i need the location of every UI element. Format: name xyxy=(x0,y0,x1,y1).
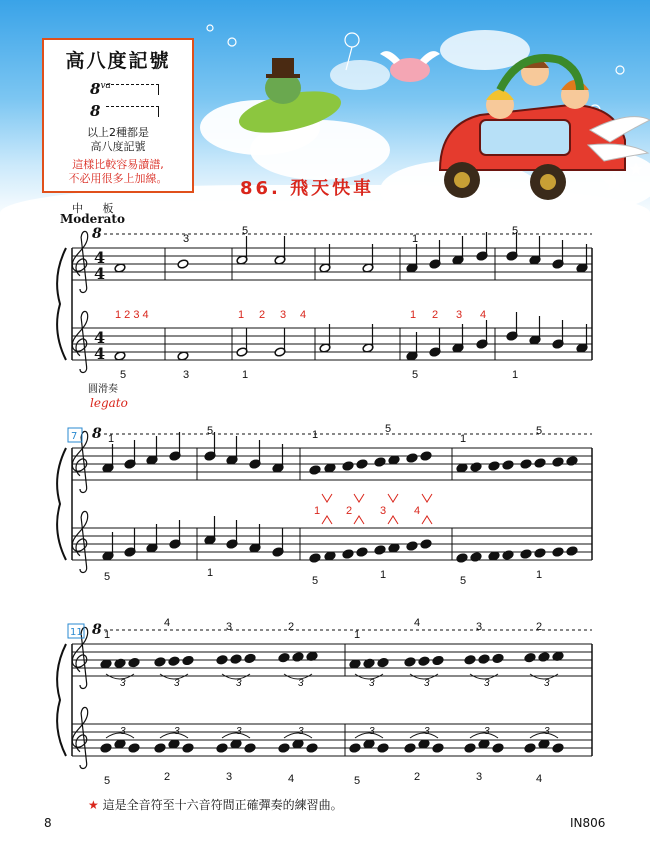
triplet-note xyxy=(216,655,228,665)
time-signature-top: 4 xyxy=(94,248,106,267)
triplet-note xyxy=(182,655,194,665)
triplet-note xyxy=(100,743,112,753)
eighth-note xyxy=(309,465,321,475)
octave-sign-heading: 高八度記號 xyxy=(65,50,171,72)
treble-clef xyxy=(72,707,87,768)
legato-marking: legato xyxy=(90,396,128,410)
eighth-note xyxy=(406,541,418,551)
tempo-marking: Moderato xyxy=(60,212,125,226)
eighth-note xyxy=(534,458,546,468)
count-label: 1 2 3 4 xyxy=(115,309,149,321)
time-signature-bottom: 4 xyxy=(94,264,106,283)
eighth-note xyxy=(309,553,321,563)
fingering: 5 xyxy=(120,369,127,381)
triplet-note xyxy=(349,743,361,753)
eighth-note xyxy=(356,459,368,469)
legato-chinese: 圓滑奏 xyxy=(88,384,118,395)
whole-note xyxy=(177,259,189,269)
count-mark xyxy=(322,494,332,524)
count-label: 1 xyxy=(238,309,245,321)
count-label: 2 xyxy=(259,309,266,321)
fingering: 5 xyxy=(207,425,214,437)
count-label: 2 xyxy=(346,505,353,517)
book-code: IN806 xyxy=(570,816,606,830)
triplet-note xyxy=(377,658,389,668)
octave-bracket-1 xyxy=(106,84,159,95)
eighth-note xyxy=(470,462,482,472)
octave-mark: 8 xyxy=(92,226,102,242)
triplet-number: 3 xyxy=(236,678,242,689)
triplet-number: 3 xyxy=(174,726,180,737)
count-label: 4 xyxy=(414,505,421,517)
triplet-note xyxy=(306,743,318,753)
eighth-note xyxy=(342,549,354,559)
eighth-note xyxy=(406,453,418,463)
triplet-note xyxy=(404,657,416,667)
count-label: 4 xyxy=(300,309,307,321)
fingering: 1 xyxy=(312,429,319,441)
octave-sign-8va: $8^{va}$ xyxy=(90,80,111,98)
fingering: 5 xyxy=(242,225,249,237)
triplet-number: 3 xyxy=(369,726,375,737)
triplet-number: 3 xyxy=(174,678,180,689)
fingering: 1 xyxy=(104,629,111,641)
fingering: 1 xyxy=(536,569,543,581)
fingering: 1 xyxy=(242,369,249,381)
fingering: 4 xyxy=(164,617,171,629)
octave-sign-info-box xyxy=(42,38,194,193)
fingering: 1 xyxy=(354,629,361,641)
page-number: 8 xyxy=(44,816,52,830)
triplet-note xyxy=(552,743,564,753)
fingering: 1 xyxy=(108,433,115,445)
fingering: 5 xyxy=(312,575,319,587)
count-mark xyxy=(388,494,398,524)
count-label: 2 xyxy=(432,309,439,321)
count-label: 4 xyxy=(480,309,487,321)
triplet-note xyxy=(128,743,140,753)
eighth-note xyxy=(552,457,564,467)
eighth-note xyxy=(520,549,532,559)
piece-title: 86. 飛天快車 xyxy=(240,178,375,199)
triplet-note xyxy=(278,653,290,663)
eighth-note xyxy=(420,451,432,461)
fingering: 3 xyxy=(183,369,190,381)
fingering: 1 xyxy=(380,569,387,581)
fingering: 2 xyxy=(414,771,421,783)
triplet-note xyxy=(216,743,228,753)
triplet-note xyxy=(478,654,490,664)
treble-clef xyxy=(72,231,87,292)
measure-number-7: 7 xyxy=(71,431,78,442)
eighth-note xyxy=(374,457,386,467)
eighth-note xyxy=(502,550,514,560)
fingering: 3 xyxy=(226,621,233,633)
triplet-note xyxy=(230,654,242,664)
fingering: 4 xyxy=(536,773,543,785)
triplet-note xyxy=(278,743,290,753)
triplet-number: 3 xyxy=(298,726,304,737)
fingering: 3 xyxy=(226,771,233,783)
eighth-note xyxy=(552,547,564,557)
fingering: 3 xyxy=(183,233,190,245)
triplet-number: 3 xyxy=(120,726,126,737)
fingering: 2 xyxy=(536,621,543,633)
triplet-note xyxy=(524,653,536,663)
count-mark xyxy=(354,494,364,524)
fingering: 3 xyxy=(476,771,483,783)
fingering: 5 xyxy=(385,423,392,435)
triplet-note xyxy=(492,653,504,663)
triplet-note xyxy=(492,743,504,753)
fingering: 4 xyxy=(414,617,421,629)
eighth-note xyxy=(470,552,482,562)
triplet-number: 3 xyxy=(369,678,375,689)
triplet-number: 3 xyxy=(544,726,550,737)
eighth-note xyxy=(456,553,468,563)
fingering: 5 xyxy=(412,369,419,381)
time-signature-top: 4 xyxy=(94,328,106,347)
eighth-note xyxy=(374,545,386,555)
octave-sign-8: 8 xyxy=(90,102,101,120)
treble-clef xyxy=(72,311,87,372)
count-mark xyxy=(422,494,432,524)
eighth-note xyxy=(420,539,432,549)
time-signature-bottom: 4 xyxy=(94,344,106,363)
triplet-note xyxy=(464,655,476,665)
system-brace xyxy=(57,644,66,756)
triplet-note xyxy=(432,743,444,753)
triplet-note xyxy=(244,653,256,663)
fingering: 1 xyxy=(512,369,519,381)
fingering: 1 xyxy=(207,567,214,579)
triplet-note xyxy=(128,658,140,668)
triplet-number: 3 xyxy=(120,678,126,689)
triplet-note xyxy=(464,743,476,753)
fingering: 5 xyxy=(460,575,467,587)
triplet-note xyxy=(182,743,194,753)
triplet-note xyxy=(377,743,389,753)
fingering: 5 xyxy=(512,225,519,237)
eighth-note xyxy=(534,548,546,558)
system-brace xyxy=(57,248,66,360)
count-label: 3 xyxy=(280,309,287,321)
eighth-note xyxy=(502,460,514,470)
triplet-number: 3 xyxy=(484,726,490,737)
triplet-note xyxy=(168,656,180,666)
octave-tip: 這樣比較容易讀譜, 不必用很多上加線。 xyxy=(68,158,168,185)
footer-note: ★ 這是全音符至十六音符間正確彈奏的練習曲。 xyxy=(88,798,343,812)
fingering: 4 xyxy=(288,773,295,785)
fingering: 1 xyxy=(412,233,419,245)
triplet-note xyxy=(538,652,550,662)
triplet-note xyxy=(432,655,444,665)
fingering: 5 xyxy=(104,775,111,787)
fingering: 3 xyxy=(476,621,483,633)
count-label: 3 xyxy=(456,309,463,321)
triplet-note xyxy=(404,743,416,753)
count-label: 1 xyxy=(410,309,417,321)
triplet-note xyxy=(524,743,536,753)
fingering: 5 xyxy=(354,775,361,787)
triplet-note xyxy=(418,656,430,666)
fingering: 2 xyxy=(288,621,295,633)
triplet-note xyxy=(154,657,166,667)
fingering: 5 xyxy=(536,425,543,437)
treble-clef xyxy=(72,511,87,572)
tempo-chinese: 中 板 xyxy=(72,202,122,215)
triplet-number: 3 xyxy=(424,726,430,737)
count-label: 3 xyxy=(380,505,387,517)
triplet-number: 3 xyxy=(298,678,304,689)
triplet-note xyxy=(244,743,256,753)
triplet-number: 3 xyxy=(424,678,430,689)
eighth-note xyxy=(356,547,368,557)
fingering: 5 xyxy=(104,571,111,583)
fingering: 1 xyxy=(460,433,467,445)
system-brace xyxy=(57,448,66,560)
eighth-note xyxy=(488,461,500,471)
fingering: 2 xyxy=(164,771,171,783)
triplet-number: 3 xyxy=(484,678,490,689)
triplet-note xyxy=(292,652,304,662)
eighth-note xyxy=(566,456,578,466)
triplet-number: 3 xyxy=(236,726,242,737)
triplet-number: 3 xyxy=(544,678,550,689)
eighth-note xyxy=(520,459,532,469)
octave-mark: 8 xyxy=(92,426,102,442)
eighth-note xyxy=(342,461,354,471)
triplet-note xyxy=(154,743,166,753)
eighth-note xyxy=(566,546,578,556)
octave-mark: 8 xyxy=(92,622,102,638)
octave-note: 以上2種都是 高八度記號 xyxy=(87,126,149,153)
octave-bracket-2 xyxy=(106,106,159,117)
count-label: 1 xyxy=(314,505,321,517)
music-score xyxy=(0,220,650,800)
measure-number-11: 11 xyxy=(70,627,83,638)
